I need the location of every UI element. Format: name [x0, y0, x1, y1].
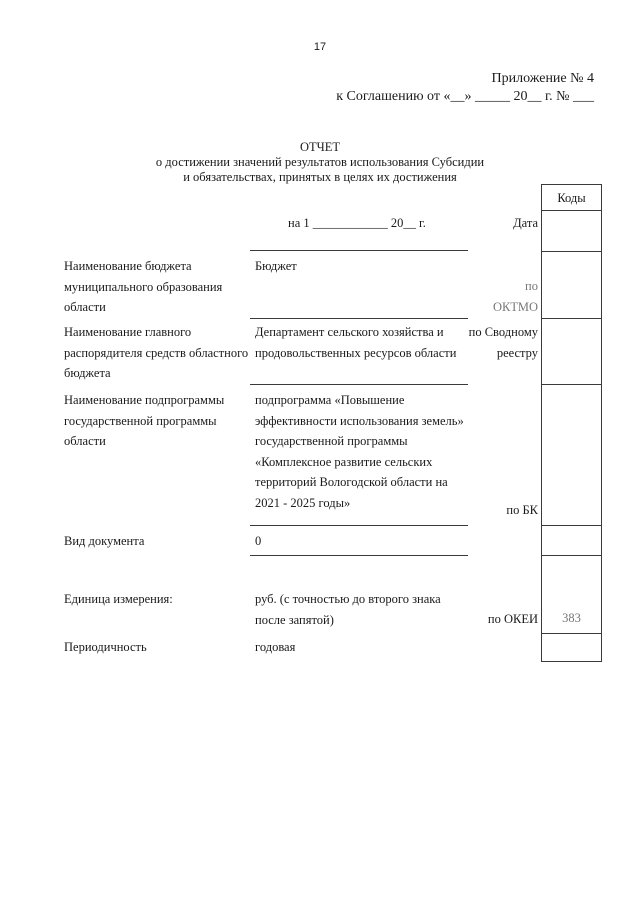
codes-header: Коды — [557, 191, 586, 205]
report-title: ОТЧЕТ — [299, 140, 341, 154]
row-value-subprogram: подпрограмма «Повышение эффективности использования земель» государственной программы «Комплексное развитие сельских территорий Вологодской области на 2021 - 2025 годы» — [255, 393, 464, 510]
row-value-periodicity: годовая — [255, 640, 296, 654]
row-side-oktmo: по ОКТМО — [493, 279, 538, 314]
row-value-doctype: 0 — [255, 534, 262, 548]
codes-divider — [541, 384, 602, 385]
row-label-periodicity: Периодичность — [64, 640, 147, 654]
codes-divider — [541, 525, 602, 526]
row-side-okei: по ОКЕИ — [487, 612, 538, 626]
value-underline — [250, 555, 468, 556]
row-label-distributor: Наименование главного распорядителя средств областного бюджета — [64, 325, 249, 380]
date-label: Дата — [513, 216, 538, 230]
codes-divider — [541, 251, 602, 252]
appendix-subtitle: к Соглашению от «__» _____ 20__ г. № ___ — [336, 89, 594, 104]
codes-divider — [541, 555, 602, 556]
row-label-doctype: Вид документа — [64, 534, 145, 548]
codes-divider — [541, 633, 602, 634]
value-underline — [250, 318, 468, 319]
row-code-okei: 383 — [562, 611, 581, 625]
codes-divider — [541, 210, 602, 211]
row-value-unit: руб. (с точностью до второго знака после запятой) — [255, 592, 441, 627]
codes-divider — [541, 318, 602, 319]
row-value-budget: Бюджет — [255, 259, 297, 273]
value-underline — [250, 384, 468, 385]
row-label-budget: Наименование бюджета муниципального образования области — [64, 259, 223, 314]
report-subtitle-line1: о достижении значений результатов использования Субсидии — [155, 155, 485, 169]
value-underline — [250, 250, 468, 251]
row-label-unit: Единица измерения: — [64, 592, 173, 606]
row-label-subprogram: Наименование подпрограммы государственной программы области — [64, 393, 225, 448]
appendix-title: Приложение № 4 — [491, 71, 594, 86]
row-side-bk: по БК — [506, 503, 538, 517]
value-underline — [250, 525, 468, 526]
codes-column — [541, 184, 602, 662]
report-subtitle-line2: и обязательствах, принятых в целях их достижения — [183, 170, 457, 184]
row-value-distributor: Департамент сельского хозяйства и продовольственных ресурсов области — [255, 325, 457, 360]
row-side-registry: по Сводному реестру — [468, 325, 538, 360]
date-line: на 1 ____________ 20__ г. — [288, 216, 426, 230]
page-number: 17 — [313, 41, 327, 53]
